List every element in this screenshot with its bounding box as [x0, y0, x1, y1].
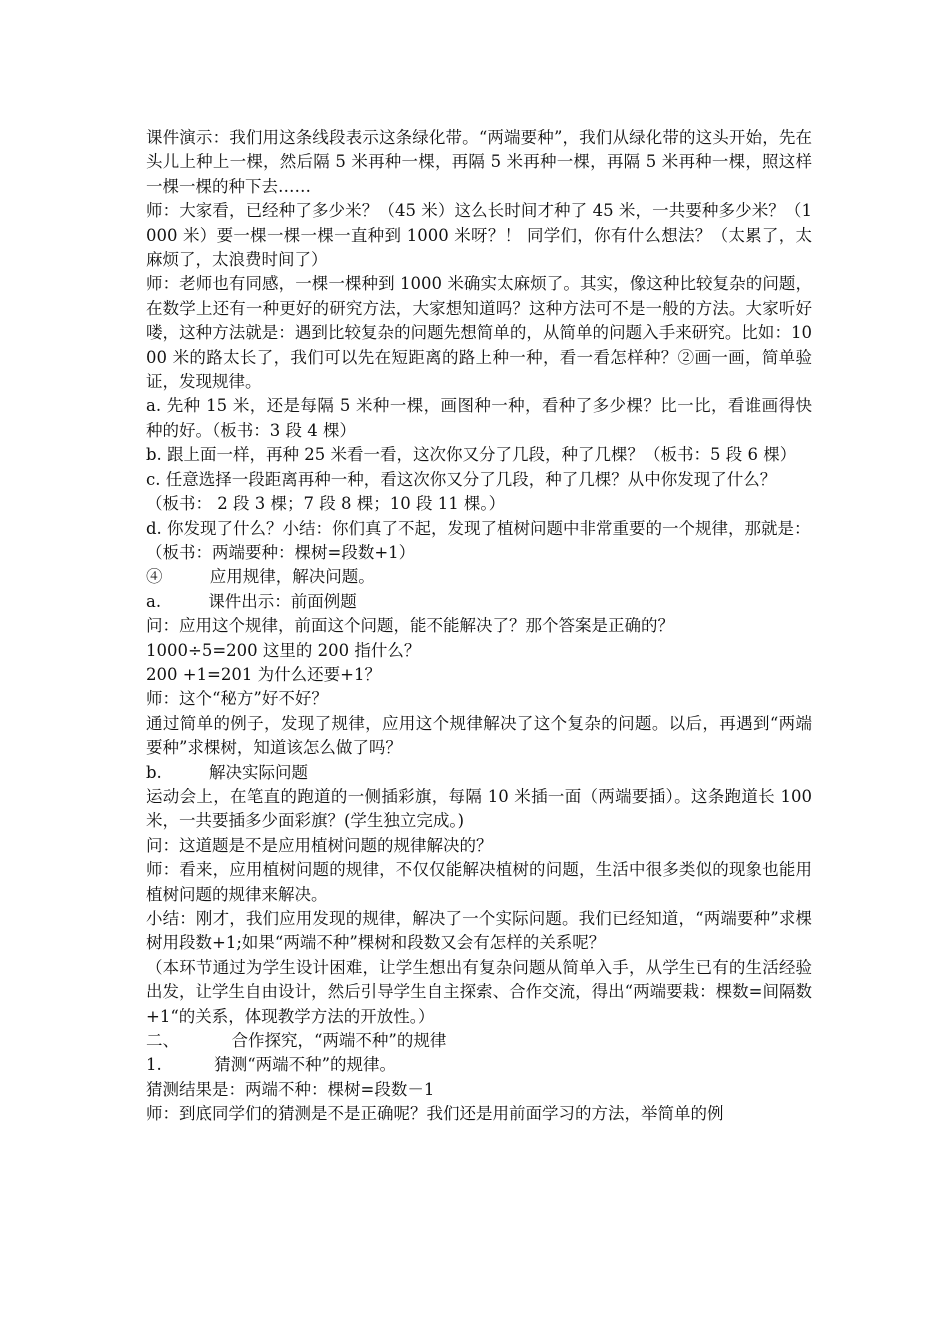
- paragraph-equation-division: 1000÷5=200 这里的 200 指什么？: [146, 640, 421, 660]
- document-body: [146, 126, 818, 1127]
- paragraph-step-d: d. 你发现了什么？小结：你们真了不起，发现了植树问题中非常重要的一个规律，那就是：: [146, 518, 811, 538]
- paragraph-teacher-secret: 师：这个“秘方”好不好？: [146, 689, 328, 709]
- paragraph-step-a: a. 先种 15 米，还是每隔 5 米种一棵，画图种一种，看种了多少棵？比一比，看谁画得快种的好。（板书：3 段 4 棵）: [146, 396, 812, 440]
- paragraph-equation-addition: 200 +1=201 为什么还要+1？: [146, 664, 381, 684]
- paragraph-teacher-method: 师：老师也有同感，一棵一棵种到 1000 米确实太麻烦了。其实，像这种比较复杂的问题，在数学上还有一种更好的研究方法，大家想知道吗？这种方法可不是一般的方法。大家听好喽，这种方法就是：遇到比较复杂的问题先想简单的，从简单的问题入手来研究。比如：1000 米的路太长了，我们可以先在短距离的路上种一种，看一看怎样种？②画一画，简单验证，发现规律。: [146, 274, 812, 392]
- paragraph-board-note-rule: （板书：两端要种：棵树=段数+1）: [146, 542, 416, 562]
- paragraph-step-b: b. 跟上面一样，再种 25 米看一看，这次你又分了几段，种了几棵？（板书：5 段 6 棵）: [146, 445, 797, 465]
- paragraph-teacher-verify: 师：到底同学们的猜测是不是正确呢？我们还是用前面学习的方法，举简单的例: [146, 1104, 724, 1124]
- paragraph-apply-b: b. 解决实际问题: [146, 762, 309, 782]
- paragraph-design-note: （本环节通过为学生设计困难，让学生想出有复杂问题从简单入手，从学生已有的生活经验出发，让学生自由设计，然后引导学生自主探索、合作交流，得出“两端要栽：棵数=间隔数+1“的关系，体现教学方法的开放性。）: [146, 957, 812, 1026]
- paragraph-teacher-question-45m: 师：大家看，已经种了多少米？（45 米）这么长时间才种了 45 米，一共要种多少米？（1000 米）要一棵一棵一棵一直种到 1000 米呀？！ 同学们，你有什么想法？（太累了，太麻烦了，太浪费时间了）: [146, 201, 812, 270]
- paragraph-step-c: c. 任意选择一段距离再种一种，看这次你又分了几段，种了几棵？从中你发现了什么？: [146, 469, 777, 489]
- paragraph-teacher-similar-phenomena: 师：看来，应用植树问题的规律，不仅仅能解决植树的问题，生活中很多类似的现象也能用植树问题的规律来解决。: [146, 860, 812, 904]
- paragraph-section-two-heading: 二、 合作探究，“两端不种”的规律: [146, 1031, 447, 1051]
- paragraph-question-tree-rule: 问：这道题是不是应用植树问题的规律解决的？: [146, 835, 493, 855]
- paragraph-question-apply: 问：应用这个规律，前面这个问题，能不能解决了？那个答案是正确的？: [146, 616, 674, 636]
- paragraph-board-note-segments: （板书： 2 段 3 棵；7 段 8 棵；10 段 11 棵。）: [146, 494, 506, 514]
- paragraph-heading-apply-rule: ④ 应用规律，解决问题。: [146, 567, 375, 587]
- paragraph-courseware-demo: 课件演示：我们用这条线段表示这条绿化带。“两端要种”，我们从绿化带的这头开始，先在头儿上种上一棵，然后隔 5 米再种一棵，再隔 5 米再种一棵，再隔 5 米再种一棵，照这样一棵一棵的种下去……: [146, 128, 812, 196]
- paragraph-summary-both-ends: 小结：刚才，我们应用发现的规律，解决了一个实际问题。我们已经知道，“两端要种”求棵树用段数+1;如果“两端不种”棵树和段数又会有怎样的关系呢？: [146, 909, 812, 953]
- paragraph-apply-a: a. 课件出示：前面例题: [146, 591, 357, 611]
- paragraph-summary-simple-example: 通过简单的例子，发现了规律，应用这个规律解决了这个复杂的问题。以后，再遇到“两端要种”求棵树，知道该怎么做了吗？: [146, 713, 812, 758]
- paragraph-guess-heading: 1. 猜测“两端不种”的规律。: [146, 1055, 397, 1075]
- paragraph-flag-problem: 运动会上，在笔直的跑道的一侧插彩旗，每隔 10 米插一面（两端要插）。这条跑道长 100 米，一共要插多少面彩旗？(学生独立完成。): [146, 786, 818, 831]
- paragraph-guess-result: 猜测结果是：两端不种：棵树=段数－1: [146, 1079, 435, 1099]
